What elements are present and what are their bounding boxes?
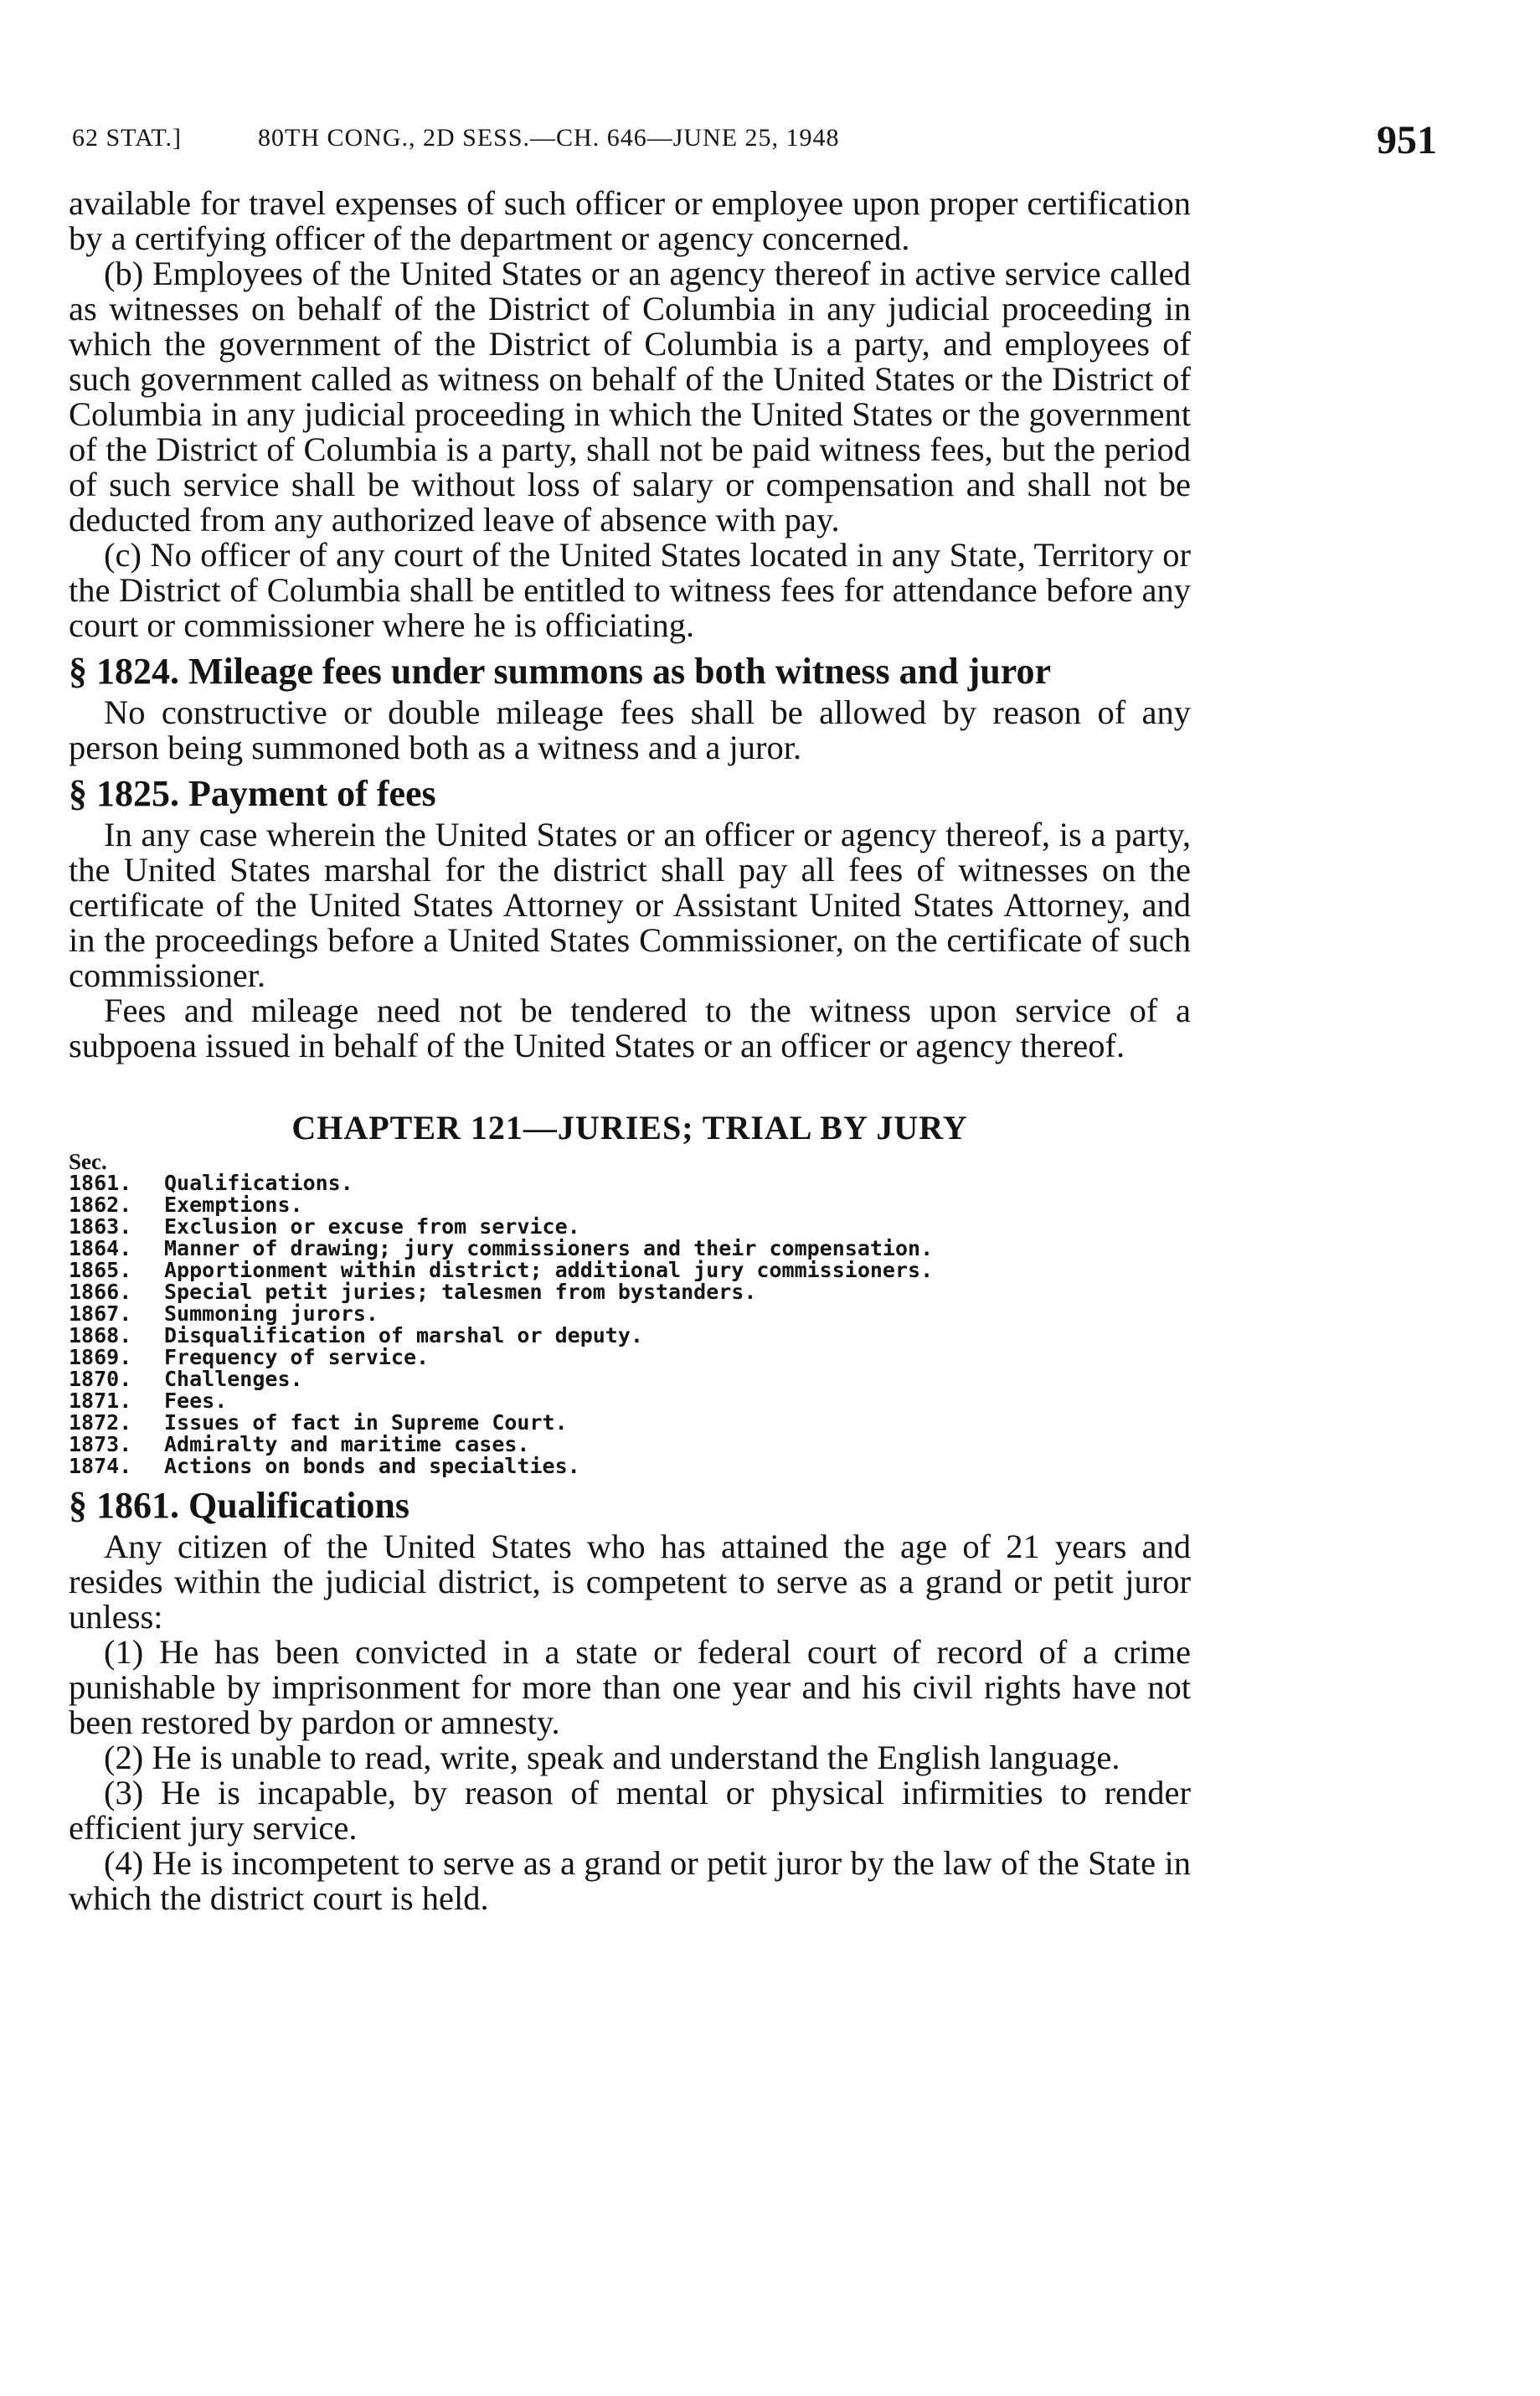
chapter-table-of-contents bbox=[69, 1151, 1191, 1477]
toc-title: Admiralty and maritime cases. bbox=[164, 1432, 530, 1456]
toc-row bbox=[69, 1238, 1191, 1260]
toc-title: Special petit juries; talesmen from bystanders. bbox=[164, 1280, 757, 1304]
toc-number: 1871. bbox=[69, 1389, 132, 1413]
chapter-title: CHAPTER 121—JURIES; TRIAL BY JURY bbox=[291, 1109, 968, 1146]
section-1861-item-2: (2) He is unable to read, write, speak and understand the English language. bbox=[104, 1739, 1120, 1776]
toc-title: Apportionment within district; additional jury commissioners. bbox=[164, 1258, 934, 1282]
toc-row bbox=[69, 1260, 1191, 1281]
toc-row bbox=[69, 1434, 1191, 1456]
section-1861-item-1: (1) He has been convicted in a state or federal court of record of a crime punishable by imprisonment for more than one year and his civil rights have not been restored by pardon or amnesty. bbox=[69, 1633, 1191, 1741]
section-1824-heading: § 1824. Mileage fees under summons as both witness and juror bbox=[69, 651, 1051, 692]
toc-number: 1862. bbox=[69, 1193, 132, 1217]
toc-title: Challenges. bbox=[164, 1367, 303, 1391]
toc-row bbox=[69, 1172, 1191, 1194]
toc-number: 1868. bbox=[69, 1323, 132, 1347]
section-1824-text: No constructive or double mileage fees shall be allowed by reason of any person being summoned both as a witness and a juror. bbox=[69, 693, 1191, 766]
toc-row bbox=[69, 1325, 1191, 1347]
section-1861-intro: Any citizen of the United States who has attained the age of 21 years and resides within the judicial district, is competent to serve as a grand or petit juror unless: bbox=[69, 1528, 1191, 1636]
paragraph-b: (b) Employees of the United States or an agency thereof in active service called as witnesses on behalf of the District of Columbia in any judicial proceeding in which the government of the District of Columbia is a party, and employees of such government called as witness on behalf of the United States or the District of Columbia in any judicial proceeding in which the United States or the government of the District of Columbia is a party, shall not be paid witness fees, but the period of such service shall be without loss of salary or compensation and shall not be deducted from any authorized leave of absence with pay. bbox=[69, 255, 1191, 538]
toc-row bbox=[69, 1368, 1191, 1390]
toc-title: Manner of drawing; jury commissioners and their compensation. bbox=[164, 1236, 934, 1260]
toc-row bbox=[69, 1412, 1191, 1434]
toc-number: 1861. bbox=[69, 1171, 132, 1195]
toc-row bbox=[69, 1194, 1191, 1216]
section-1861-item-4: (4) He is incompetent to serve as a grand or petit juror by the law of the State in which the district court is held. bbox=[69, 1844, 1191, 1917]
toc-number: 1866. bbox=[69, 1280, 132, 1304]
toc-number: 1872. bbox=[69, 1410, 132, 1435]
toc-number: 1865. bbox=[69, 1258, 132, 1282]
toc-row bbox=[69, 1347, 1191, 1368]
toc-number: 1867. bbox=[69, 1301, 132, 1326]
paragraph-c: (c) No officer of any court of the United States located in any State, Territory or the District of Columbia shall be entitled to witness fees for attendance before any court or commissioner where he is officiating. bbox=[69, 536, 1191, 644]
toc-title: Exemptions. bbox=[164, 1193, 303, 1217]
section-1825-paragraph-1: In any case wherein the United States or an officer or agency thereof, is a party, the United States marshal for the district shall pay all fees of witnesses on the certificate of the United States Attorney or Assistant United States Attorney, and in the proceedings before a United States Commissioner, on the certificate of such commissioner. bbox=[69, 816, 1191, 994]
toc-title: Summoning jurors. bbox=[164, 1301, 379, 1326]
section-1861-heading: § 1861. Qualifications bbox=[69, 1485, 410, 1526]
toc-number: 1873. bbox=[69, 1432, 132, 1456]
toc-number: 1869. bbox=[69, 1345, 132, 1369]
section-1861-item-3: (3) He is incapable, by reason of mental or physical infirmities to render efficient jury service. bbox=[69, 1774, 1191, 1847]
toc-title: Issues of fact in Supreme Court. bbox=[164, 1410, 568, 1435]
toc-title: Qualifications. bbox=[164, 1171, 353, 1195]
toc-row bbox=[69, 1303, 1191, 1325]
statute-citation: 62 STAT.] bbox=[72, 124, 183, 152]
toc-title: Exclusion or excuse from service. bbox=[164, 1214, 580, 1239]
paragraph-continuation: available for travel expenses of such officer or employee upon proper certification by a certifying officer of the department or agency concerned. bbox=[69, 184, 1191, 257]
section-1825-paragraph-2: Fees and mileage need not be tendered to the witness upon service of a subpoena issued in behalf of the United States or an officer or agency thereof. bbox=[69, 992, 1191, 1064]
toc-row bbox=[69, 1456, 1191, 1477]
session-citation: 80TH CONG., 2D SESS.—CH. 646—JUNE 25, 1948 bbox=[258, 124, 840, 152]
toc-title: Disqualification of marshal or deputy. bbox=[164, 1323, 643, 1347]
section-1825-heading: § 1825. Payment of fees bbox=[69, 773, 436, 814]
toc-number: 1874. bbox=[69, 1454, 132, 1478]
toc-number: 1863. bbox=[69, 1214, 132, 1239]
toc-title: Frequency of service. bbox=[164, 1345, 430, 1369]
page-number: 951 bbox=[1377, 118, 1437, 162]
toc-row bbox=[69, 1281, 1191, 1303]
toc-title: Actions on bonds and specialties. bbox=[164, 1454, 580, 1478]
toc-number: 1870. bbox=[69, 1367, 132, 1391]
document-body bbox=[69, 186, 1191, 1916]
toc-number: 1864. bbox=[69, 1236, 132, 1260]
toc-row bbox=[69, 1216, 1191, 1238]
page-header bbox=[72, 117, 1437, 167]
toc-title: Fees. bbox=[164, 1389, 228, 1413]
toc-sec-label: Sec. bbox=[69, 1149, 107, 1174]
toc-row bbox=[69, 1390, 1191, 1412]
